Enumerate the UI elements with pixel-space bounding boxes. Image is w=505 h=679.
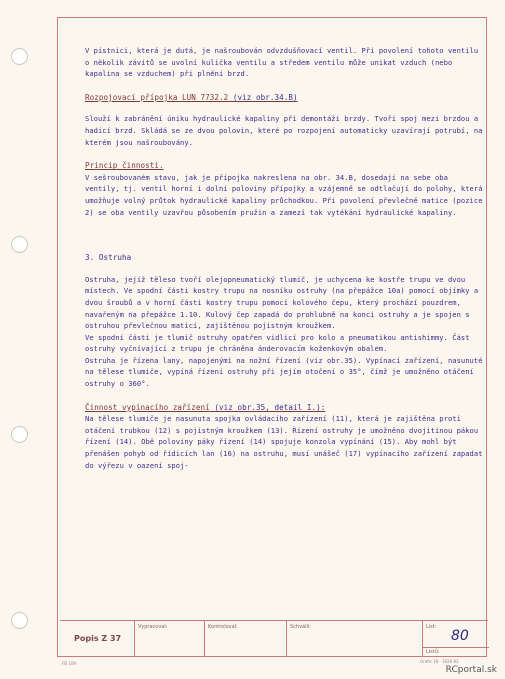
heading-vypinaci-zarizeni: Činnost vypínacího zařízení (viz obr.35, detail I.): <box>85 402 326 412</box>
punch-hole <box>11 236 28 253</box>
page-label: Popis Z 37 <box>74 634 122 643</box>
punch-hole <box>11 612 28 629</box>
paragraph-pripojka: Slouží k zabránění úniku hydraulické kapaliny při demontáži brzdy. Tvoří spoj mezi brzdou a hadicí brzd. Skládá se ze dvou polovin, které po rozpojení automaticky uzavírají potrubí, na kterém jsou našroubovány. <box>85 114 483 147</box>
heading-ostruha: 3. Ostruha <box>85 253 132 263</box>
title-block <box>60 620 488 656</box>
paragraph-rizeni: Ostruha je řízena lany, napojenými na nožní řízení (viz obr.35). Vypínací zařízení, nasunuté na tělese tlumiče, vypíná řízení ostruhy při jejím otočení o 35°, čímž je umožněno otáčení ostruhy o 360°. <box>85 355 483 389</box>
title-cell-vypracoval: Vypracoval: <box>134 621 204 657</box>
heading-rozpojovaci-pripojka: Rozpojovací přípojka LUN 7732.2 (viz obr.34.B) <box>85 92 298 102</box>
paragraph-vypinaci: Na tělese tlumiče je nasunuta spojka ovládacího zařízení (11), která je zajištěna proti otáčení trubkou (12) s pojistným kroužkem (13). Řízení ostruhy je umožněno dvojitinou pákou řízení (14). Obě poloviny páky řízení (14) spojuje konzola vypínání (15). Aby mohl být přenášen pohyb od řídicích lan (16) na ostruhu, musí unášeč (17) vypínacího zařízení zapadat do výřezu v oazení spoj- <box>85 414 483 470</box>
paragraph-princip: V sešroubovaném stavu, jak je přípojka nakreslena na obr. 34.B, dosedají na sebe oba ventily, tj. ventil horní i dolní poloviny přípojky a vzájemně se odtlačují do polohy, která umožňuje volný průtok hydraulické kapaliny průchodkou. Při povolení převlečné matice (pozice 2) se oba ventily uzavřou působením pružin a zamezí tak vytékání hydraulické kapaliny. <box>85 172 483 217</box>
title-cell-list: List: 80 Listů: <box>422 621 488 657</box>
title-cell-kontroloval: Kontroloval: <box>204 621 286 657</box>
print-code: Orefis 18 · 1926 82 <box>420 659 459 664</box>
paragraph-valve: V pístnici, která je dutá, je našroubován odvzdušňovací ventil. Při povolení tohoto ventilu o několik závitů se uvolní kulička ventilu a středem ventilu může unikat vzduch (nebo kapalina se vzduchem) při plnění brzd. <box>85 46 479 79</box>
page-number: 80 <box>451 628 469 644</box>
paragraph-tlumic: Ve spodní části je tlumič ostruhy opatřen vidlicí pro kolo a pneumatikou antishimmy. Část ostruhy vyčnívající z trupu je chráněna ánderovacím koženkovým obalem. <box>85 332 470 354</box>
form-code: FB 109 <box>62 661 76 666</box>
paragraph-ostruha: Ostruha, jejíž těleso tvoří olejopneumatický tlumič, je uchycena ke kostře trupu ve dvou místech. Ve spodní části kostry trupu na nosníku ostruhy (na přepážce 10a) pomocí objímky a dvou šroubů a v horní části kostry trupu pomocí kolového čepu, který prochází pouzdrem, navařeným na přepážce 1.10. Kulový čep zapadá do prohlubně na konci ostruhy a je spojen s ostruhou převlečnou maticí, zajištěnou pojistným kroužkem. <box>85 274 479 331</box>
watermark: RCportal.sk <box>445 665 497 675</box>
document-body <box>85 45 485 471</box>
punch-hole <box>11 48 28 65</box>
title-cell-schvalil: Schválil: <box>286 621 422 657</box>
punch-hole <box>11 426 28 443</box>
heading-princip-cinnosti: Princip činnosti. <box>85 161 164 171</box>
